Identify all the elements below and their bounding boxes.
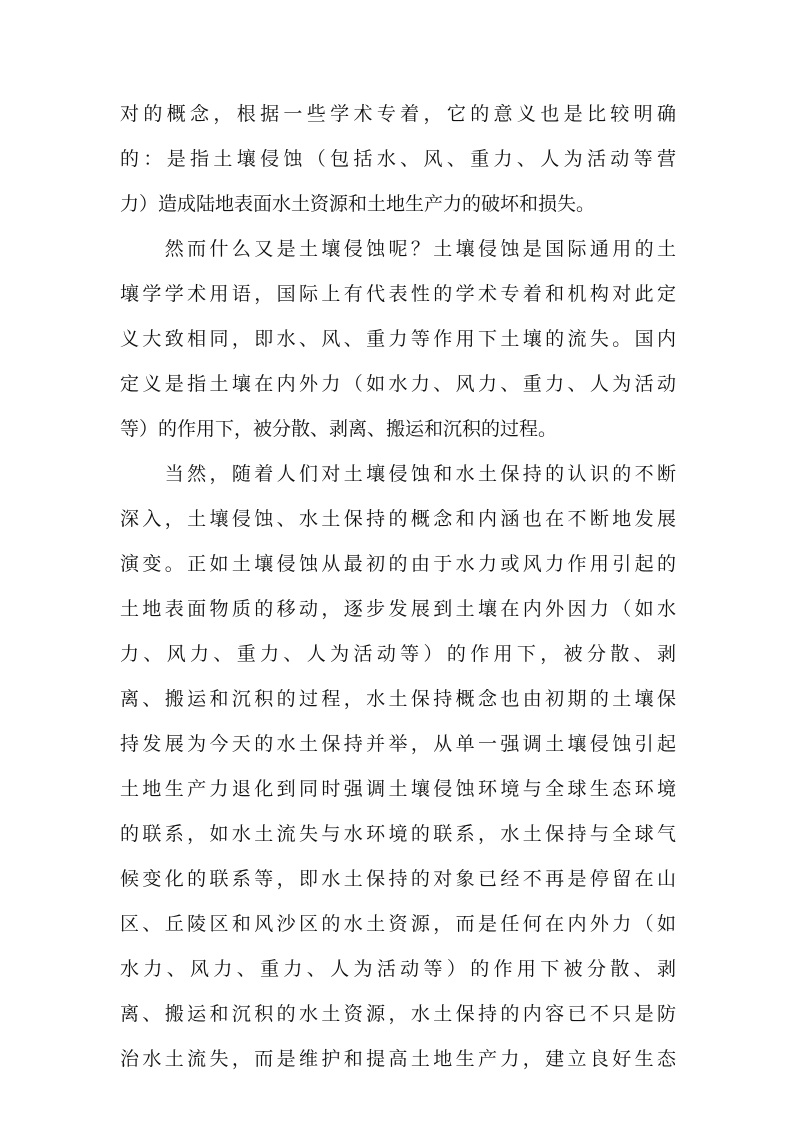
text-line: 等）的作用下，被分散、剥离、搬运和沉积的过程。 [120,418,558,440]
text-line: 离、搬运和沉积的过程，水土保持概念也由初期的土壤保 [120,688,676,710]
text-line: 然而什么又是土壤侵蚀呢？土壤侵蚀是国际通用的土 [120,238,676,260]
text-line: 候变化的联系等，即水土保持的对象已经不再是停留在山 [120,868,676,890]
text-line: 持发展为今天的水土保持并举，从单一强调土壤侵蚀引起 [120,733,676,755]
text-line: 区、丘陵区和风沙区的水土资源，而是任何在内外力（如 [120,913,676,935]
text-line: 土地生产力退化到同时强调土壤侵蚀环境与全球生态环境 [120,778,676,800]
text-line: 水力、风力、重力、人为活动等）的作用下被分散、剥 [120,958,676,980]
document-body [120,92,676,1082]
text-line: 的：是指土壤侵蚀（包括水、风、重力、人为活动等营 [120,148,676,170]
text-line: 力、风力、重力、人为活动等）的作用下，被分散、剥 [120,643,676,665]
paragraph-2 [120,227,676,452]
paragraph-3 [120,452,676,1082]
text-line: 深入，土壤侵蚀、水土保持的概念和内涵也在不断地发展 [120,508,676,530]
text-line: 壤学学术用语，国际上有代表性的学术专着和机构对此定 [120,283,676,305]
text-line: 离、搬运和沉积的水土资源，水土保持的内容已不只是防 [120,1003,676,1025]
text-line: 力）造成陆地表面水土资源和土地生产力的破坏和损失。 [120,193,596,215]
text-line: 定义是指土壤在内外力（如水力、风力、重力、人为活动 [120,373,676,395]
text-line: 治水土流失，而是维护和提高土地生产力，建立良好生态 [120,1048,676,1070]
text-line: 的联系，如水土流失与水环境的联系，水土保持与全球气 [120,823,676,845]
text-line: 土地表面物质的移动，逐步发展到土壤在内外因力（如水 [120,598,676,620]
text-line: 演变。正如土壤侵蚀从最初的由于水力或风力作用引起的 [120,553,676,575]
text-line: 对的概念，根据一些学术专着，它的意义也是比较明确 [120,103,676,125]
paragraph-1 [120,92,676,227]
text-line: 当然，随着人们对土壤侵蚀和水土保持的认识的不断 [120,463,676,485]
text-line: 义大致相同，即水、风、重力等作用下土壤的流失。国内 [120,328,676,350]
